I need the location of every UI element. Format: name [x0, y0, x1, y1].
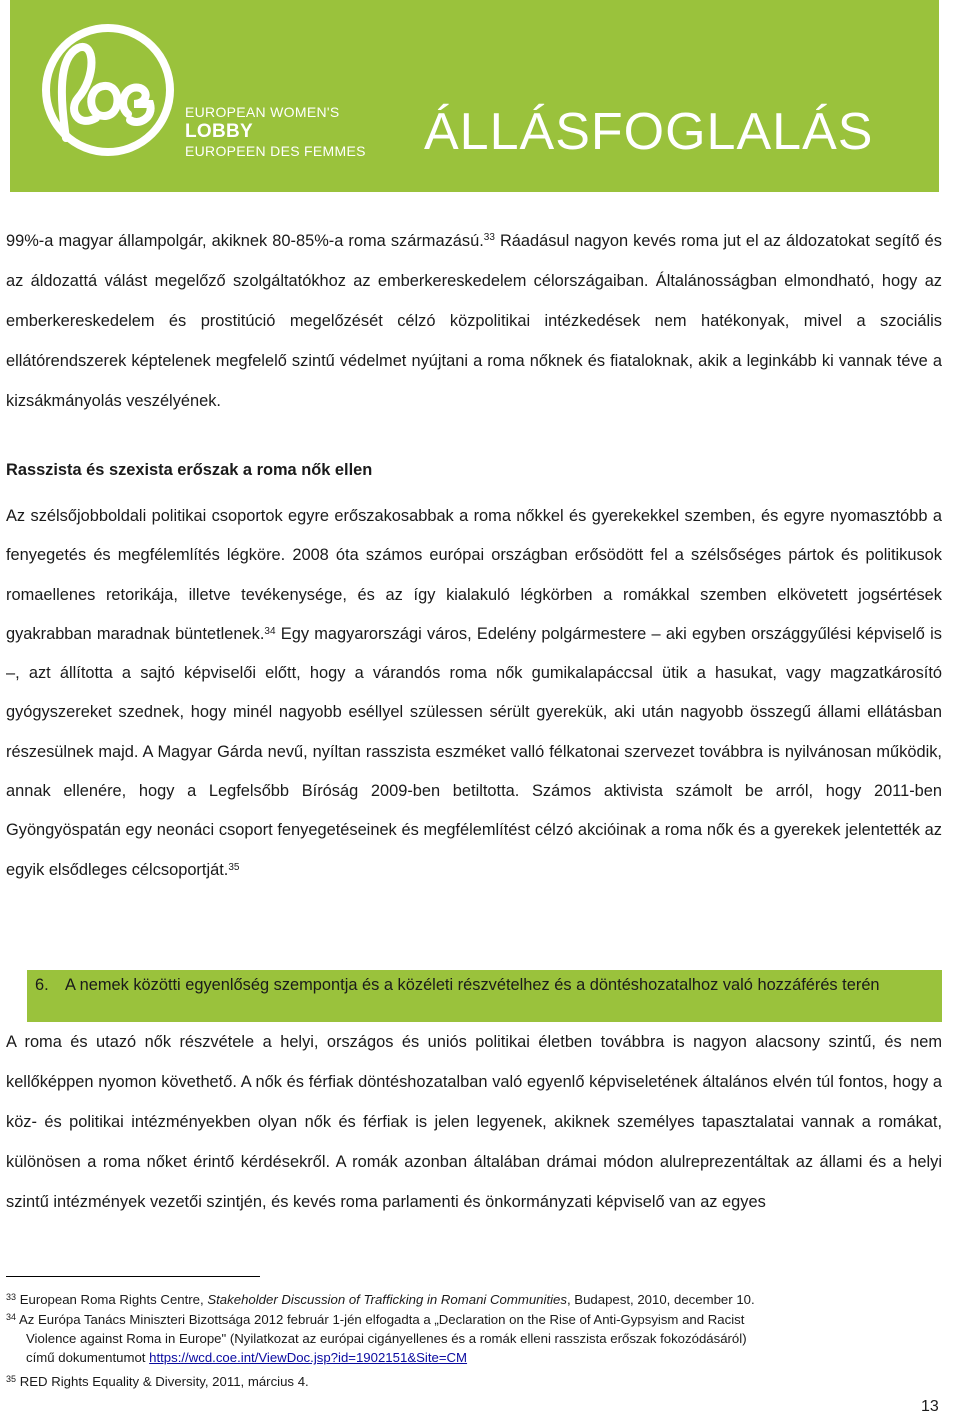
- footnote-text: című dokumentumot: [26, 1350, 150, 1365]
- document-title: ÁLLÁSFOGLALÁS: [424, 103, 874, 161]
- section-title: A nemek közötti egyenlőség szempontja és a közéleti részvételhez és a döntéshozatalhoz való hozzáférés terén: [65, 976, 880, 994]
- footnote-34: [6, 1310, 936, 1367]
- section-number: 6.: [35, 976, 49, 994]
- org-line-1: EUROPEAN WOMEN'S: [185, 104, 340, 120]
- organization-name: [185, 104, 366, 160]
- footnote-link[interactable]: https://wcd.coe.int/ViewDoc.jsp?id=1902151&Site=CM: [149, 1350, 468, 1365]
- footnote-35: [6, 1372, 936, 1391]
- footnote-ref-35[interactable]: 35: [228, 861, 240, 873]
- footnote-ref-33[interactable]: 33: [483, 232, 495, 243]
- footnote-text-line3: [6, 1348, 936, 1367]
- paragraph-violence: [6, 497, 942, 890]
- org-line-2: LOBBY: [185, 121, 253, 142]
- paragraph-trafficking: [6, 221, 942, 421]
- paragraph-text: Ráadásul nagyon kevés roma jut el az áldozatokat segítő és az áldozattá válást megelőző szolgáltatókhoz az emberkereskedelem célországaiban. Általánosságban elmondható, hogy az emberkereskedelem és prostitúció megelőzését célzó közpolitikai intézkedések nem hatékonyak, mivel a szociális ellátórendszerek képtelenek megfelelő szintű védelmet nyújtani a roma nőknek és fiataloknak, akik a leginkább ki vannak téve a kizsákmányolás veszélyének.: [6, 232, 942, 410]
- paragraph-participation: A roma és utazó nők részvétele a helyi, országos és uniós politikai életben továbbra is nagyon alacsony szintű, és nem kellőképpen nyomon követhető. A nők és férfiak döntéshozatalban való egyenlő képviseletének általános elvén túl fontos, hogy a köz- és politikai intézményekben olyan nők és férfiak is jelen legyenek, akiknek személyes tapasztalatai vannak a romákat, különösen a roma nőket érintő kérdésekről. A romák azonban általában drámai módon alulreprezentáltak az állami és a helyi szintű intézmények vezetői szintjén, és kevés roma parlamenti és önkormányzati képviselő van az egyes: [6, 1033, 942, 1211]
- footnote-divider: [6, 1276, 260, 1277]
- footnote-ref-34[interactable]: 34: [264, 625, 276, 637]
- paragraph-text: 99%-a magyar állampolgár, akiknek 80-85%-a roma származású.: [6, 232, 484, 250]
- page-header-banner: [10, 0, 939, 192]
- org-line-3: EUROPEEN DES FEMMES: [185, 143, 366, 159]
- footnote-number: 33: [6, 1292, 17, 1302]
- footnote-italic-title: Stakeholder Discussion of Trafficking in Romani Communities: [207, 1292, 567, 1307]
- ewl-logo-icon: [38, 18, 178, 168]
- footnote-text: Violence against Roma in Europe" (Nyilatkozat az európai cigányellenes és a romák elleni rasszista erőszak fokozódásáról): [26, 1331, 747, 1346]
- footnote-number: 35: [6, 1374, 17, 1384]
- footnote-text: , Budapest, 2010, december 10.: [566, 1292, 755, 1307]
- footnote-number: 34: [6, 1312, 17, 1322]
- footnote-text: European Roma Rights Centre,: [19, 1292, 208, 1307]
- footnote-33: [6, 1290, 936, 1309]
- section-6-heading: [27, 974, 942, 997]
- paragraph-text: Egy magyarországi város, Edelény polgármestere – aki egyben országgyűlési képviselő is –, azt állította a sajtó képviselői előtt, hogy a várandós roma nők gumikalapáccsal ütik a hasukat, vagy magzatkárosító gyógyszereket szednek, hogy minél nagyobb eséllyel szülessen sérült gyerekük, aki után nagyobb összegű állami ellátásban részesülnek majd. A Magyar Gárda nevű, nyíltan rasszista eszméket valló félkatonai szervezet továbbra is nyilvánosan működik, annak ellenére, hogy a Legfelsőbb Bíróság 2009-ben betiltotta. Számos aktivista számolt be arról, hogy 2011-ben Gyöngyöspatán egy neonáci csoport fenyegetéseinek és megfélemlítést célzó akcióinak a roma nők és a gyerekek jelentették az egyik elsődleges célcsoportját.: [6, 624, 942, 879]
- paragraph-text: Az szélsőjobboldali politikai csoportok egyre erőszakosabbak a roma nőkkel és gyerekekkel szemben, és egyre nyomasztóbb a fenyegetés és megfélemlítés légköre. 2008 óta számos európai országban erősödött fel a szélsőséges pártok és politikusok romaellenes retorikája, illetve tevékenysége, és az így kialakuló légkörben a romákkal szemben elkövetett jogsértések gyakrabban maradnak büntetlenek.: [6, 507, 942, 643]
- section-heading: Rasszista és szexista erőszak a roma nők ellen: [6, 461, 373, 479]
- page-number: 13: [921, 1398, 939, 1415]
- footnote-text: RED Rights Equality & Diversity, 2011, március 4.: [19, 1374, 309, 1389]
- footnote-text: Az Európa Tanács Miniszteri Bizottsága 2012 február 1-jén elfogadta a „Declaration on the Rise of Anti-Gypsyism and Racist: [18, 1312, 745, 1327]
